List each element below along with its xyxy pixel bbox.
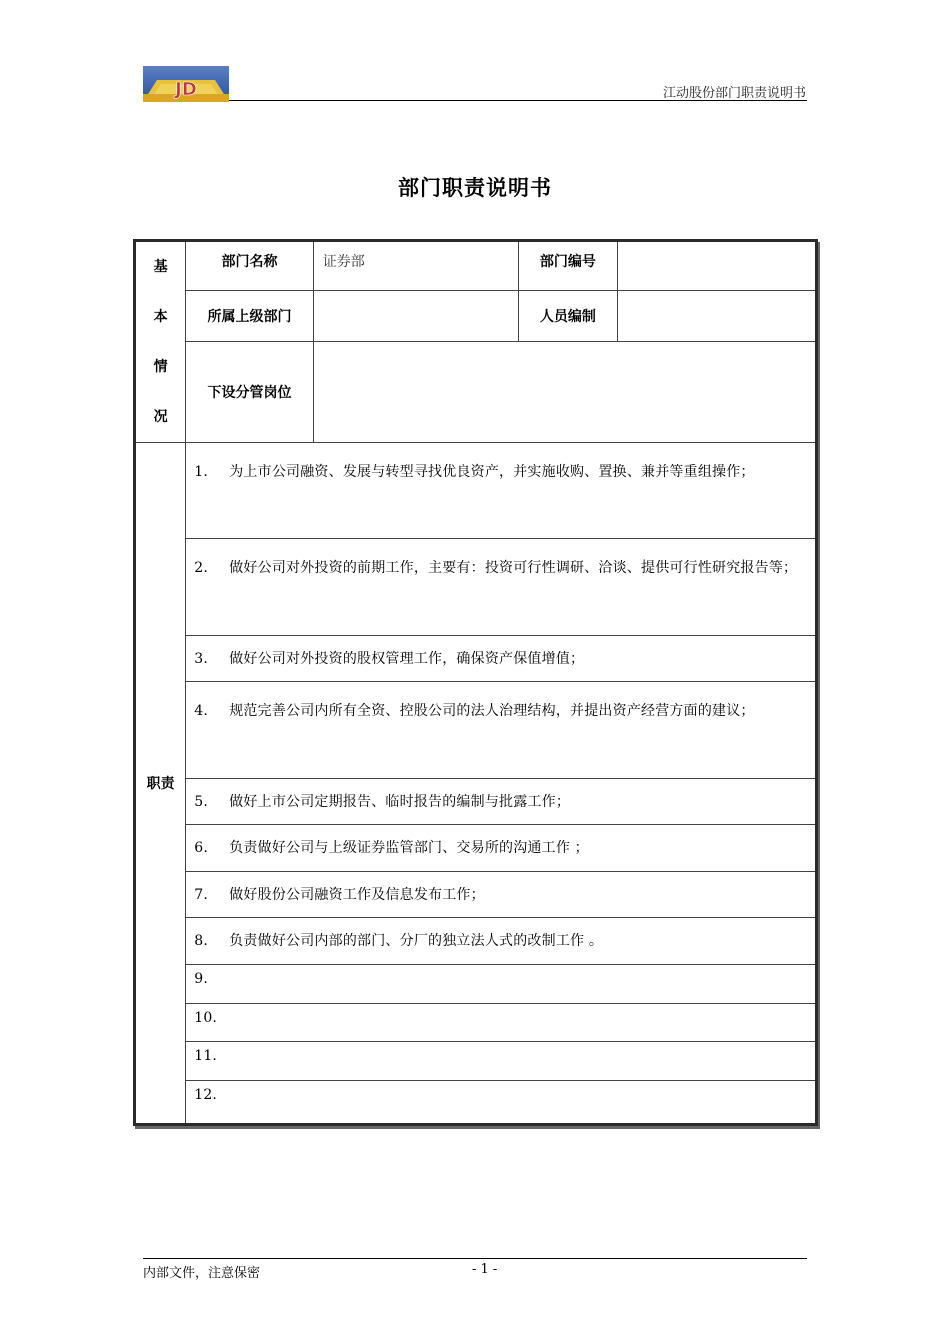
responsibility-table: [133, 239, 818, 1126]
duty-item-1: [186, 443, 817, 539]
duty-num: 1.: [194, 464, 208, 480]
duty-item-3: [186, 636, 817, 682]
footer-confidential-note: 内部文件，注意保密: [143, 1266, 261, 1281]
company-logo: [143, 66, 229, 102]
logo-letters: JD: [175, 79, 197, 100]
duty-num: 9.: [194, 971, 208, 987]
duty-num: 11.: [194, 1048, 218, 1064]
duty-text: 做好公司对外投资的股权管理工作，确保资产保值增值；: [229, 651, 585, 667]
duties-section-label: 职责: [135, 443, 186, 1125]
duty-item-12: [186, 1081, 817, 1125]
dept-name-label: 部门名称: [186, 241, 314, 291]
basic-char-3: 情: [153, 359, 168, 375]
duty-text: 负责做好公司内部的部门、分厂的独立法人式的改制工作 。: [229, 933, 604, 949]
duty-text: 做好上市公司定期报告、临时报告的编制与批露工作；: [229, 794, 571, 810]
parent-dept-label: 所属上级部门: [186, 291, 314, 342]
duty-text: 规范完善公司内所有全资、控股公司的法人治理结构，并提出资产经营方面的建议；: [229, 703, 755, 719]
duty-item-4: [186, 682, 817, 779]
duty-item-9: [186, 965, 817, 1004]
basic-info-section-label: [135, 241, 186, 443]
duty-num: 2.: [194, 560, 208, 576]
sub-positions-label: 下设分管岗位: [186, 342, 314, 443]
duty-num: 6.: [194, 840, 208, 856]
sub-positions-value: [313, 342, 816, 443]
footer-page-number: - 1 -: [472, 1262, 498, 1277]
duty-num: 12.: [194, 1087, 218, 1103]
footer-divider: [143, 1258, 807, 1259]
dept-code-label: 部门编号: [518, 241, 617, 291]
duty-text: 做好股份公司融资工作及信息发布工作；: [229, 887, 485, 903]
page-title: 部门职责说明书: [398, 176, 552, 200]
duty-item-5: [186, 779, 817, 825]
staffing-label: 人员编制: [518, 291, 617, 342]
duty-text: 做好公司对外投资的前期工作，主要有：投资可行性调研、洽谈、提供可行性研究报告等；: [229, 560, 798, 576]
duty-item-2: [186, 539, 817, 636]
duty-num: 4.: [194, 703, 208, 719]
duty-item-10: [186, 1004, 817, 1042]
duty-text: 负责做好公司与上级证券监管部门、交易所的沟通工作 ；: [229, 840, 589, 856]
duty-item-8: [186, 918, 817, 965]
duty-num: 7.: [194, 887, 208, 903]
duty-item-11: [186, 1042, 817, 1081]
basic-char-1: 基: [153, 259, 168, 275]
duty-item-7: [186, 872, 817, 918]
staffing-value: [618, 291, 817, 342]
dept-code-value: [618, 241, 817, 291]
basic-char-2: 本: [153, 309, 168, 325]
basic-char-4: 况: [153, 409, 168, 425]
duty-item-6: [186, 825, 817, 872]
duty-num: 5.: [194, 794, 208, 810]
duty-text: 为上市公司融资、发展与转型寻找优良资产，并实施收购、置换、兼并等重组操作；: [229, 464, 755, 480]
header-doc-name: 江动股份部门职责说明书: [662, 86, 806, 101]
duty-num: 8.: [194, 933, 208, 949]
dept-name-value: 证券部: [313, 241, 518, 291]
duty-num: 3.: [194, 651, 208, 667]
parent-dept-value: [313, 291, 518, 342]
header-divider: [229, 100, 807, 101]
duty-num: 10.: [194, 1010, 218, 1026]
